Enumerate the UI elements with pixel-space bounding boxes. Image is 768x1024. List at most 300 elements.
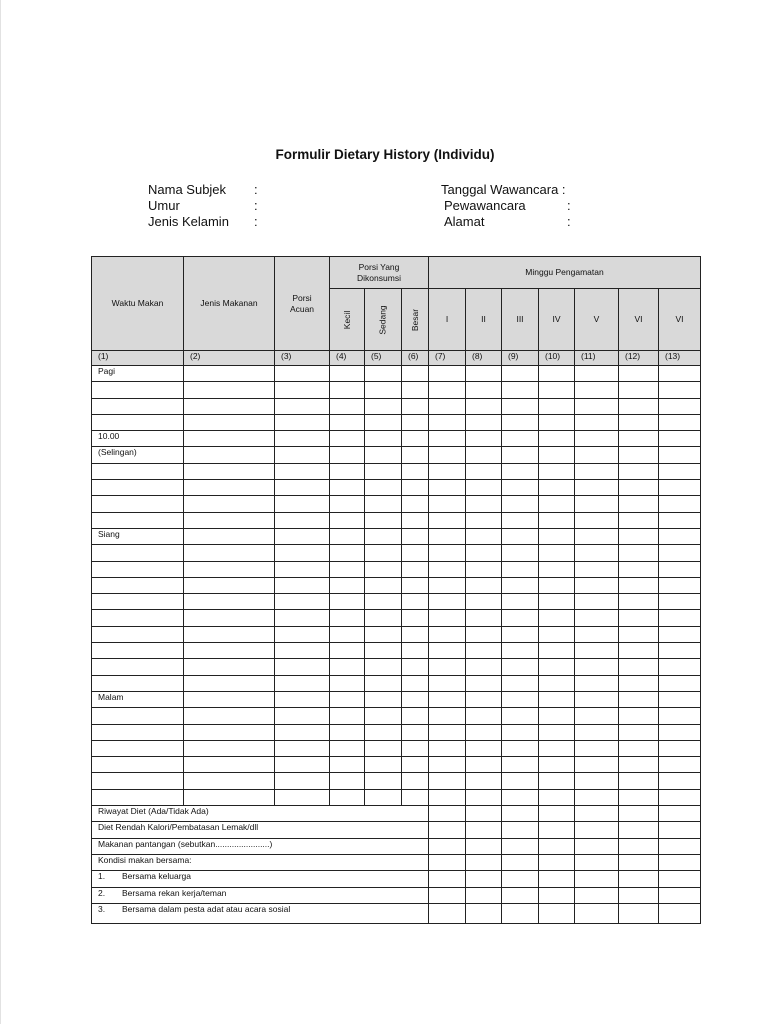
entry-cell — [402, 366, 429, 382]
entry-cell — [429, 838, 466, 854]
entry-cell — [539, 594, 575, 610]
entry-cell — [184, 643, 275, 659]
entry-cell — [539, 789, 575, 805]
entry-cell — [659, 496, 701, 512]
entry-cell — [184, 512, 275, 528]
entry-cell — [619, 757, 659, 773]
entry-cell — [466, 708, 502, 724]
entry-cell — [402, 414, 429, 430]
entry-cell — [365, 675, 402, 691]
entry-cell — [619, 740, 659, 756]
entry-cell — [365, 724, 402, 740]
meal-time-cell: (Selingan) — [92, 447, 184, 463]
entry-cell — [429, 773, 466, 789]
entry-cell — [402, 691, 429, 707]
entry-cell — [184, 659, 275, 675]
entry-cell — [429, 382, 466, 398]
entry-cell — [275, 528, 330, 544]
header-week: I — [429, 289, 466, 351]
entry-cell — [502, 806, 539, 822]
meal-time-cell — [92, 545, 184, 561]
entry-cell — [429, 789, 466, 805]
entry-cell — [502, 871, 539, 887]
entry-cell — [575, 740, 619, 756]
entry-cell — [502, 789, 539, 805]
entry-cell — [539, 382, 575, 398]
entry-cell — [365, 496, 402, 512]
entry-cell — [429, 806, 466, 822]
entry-cell — [402, 675, 429, 691]
entry-cell — [330, 659, 365, 675]
table-row — [92, 545, 701, 561]
header-porsi-acuan: Porsi Acuan — [275, 257, 330, 351]
entry-cell — [429, 545, 466, 561]
table-row — [92, 724, 701, 740]
footer-item-text: Makanan pantangan (sebutkan.......................) — [98, 838, 273, 849]
entry-cell — [402, 740, 429, 756]
entry-cell — [466, 463, 502, 479]
entry-cell — [502, 366, 539, 382]
entry-cell — [539, 398, 575, 414]
meal-time-cell — [92, 659, 184, 675]
entry-cell — [659, 643, 701, 659]
meal-time-cell — [92, 594, 184, 610]
entry-cell — [365, 626, 402, 642]
entry-cell — [659, 561, 701, 577]
entry-cell — [539, 675, 575, 691]
entry-cell — [575, 577, 619, 593]
entry-cell — [429, 463, 466, 479]
entry-cell — [619, 398, 659, 414]
entry-cell — [575, 528, 619, 544]
column-number: (5) — [365, 351, 402, 366]
entry-cell — [365, 757, 402, 773]
header-waktu-makan: Waktu Makan — [92, 257, 184, 351]
entry-cell — [575, 545, 619, 561]
entry-cell — [619, 447, 659, 463]
entry-cell — [539, 512, 575, 528]
meal-time-cell — [92, 724, 184, 740]
column-number: (9) — [502, 351, 539, 366]
entry-cell — [429, 724, 466, 740]
entry-cell — [365, 708, 402, 724]
footer-row — [92, 871, 701, 887]
entry-cell — [659, 708, 701, 724]
entry-cell — [330, 724, 365, 740]
entry-cell — [575, 838, 619, 854]
table-row — [92, 659, 701, 675]
entry-cell — [575, 382, 619, 398]
entry-cell — [330, 610, 365, 626]
entry-cell — [275, 708, 330, 724]
entry-cell — [466, 659, 502, 675]
footer-row — [92, 903, 701, 923]
entry-cell — [539, 854, 575, 870]
entry-cell — [619, 708, 659, 724]
entry-cell — [575, 610, 619, 626]
entry-cell — [502, 382, 539, 398]
entry-cell — [502, 659, 539, 675]
header-week: II — [466, 289, 502, 351]
entry-cell — [466, 903, 502, 923]
entry-cell — [502, 545, 539, 561]
meal-time-cell — [92, 512, 184, 528]
field-sep: : — [254, 198, 258, 213]
column-number-row — [92, 351, 701, 366]
table-row — [92, 414, 701, 430]
entry-cell — [659, 480, 701, 496]
entry-cell — [429, 708, 466, 724]
entry-cell — [502, 594, 539, 610]
field-sep: : — [567, 214, 571, 229]
footer-item-number: 1. — [98, 871, 106, 882]
meal-time-cell — [92, 643, 184, 659]
entry-cell — [575, 757, 619, 773]
entry-cell — [330, 414, 365, 430]
entry-cell — [365, 480, 402, 496]
header-minggu-pengamatan: Minggu Pengamatan — [429, 257, 701, 289]
entry-cell — [365, 431, 402, 447]
field-sep: : — [254, 214, 258, 229]
entry-cell — [402, 708, 429, 724]
meal-time-cell — [92, 561, 184, 577]
table-row — [92, 463, 701, 479]
entry-cell — [184, 366, 275, 382]
entry-cell — [429, 447, 466, 463]
entry-cell — [466, 887, 502, 903]
entry-cell — [659, 887, 701, 903]
entry-cell — [466, 822, 502, 838]
entry-cell — [275, 789, 330, 805]
entry-cell — [619, 577, 659, 593]
table-row — [92, 577, 701, 593]
entry-cell — [619, 561, 659, 577]
entry-cell — [466, 447, 502, 463]
entry-cell — [365, 382, 402, 398]
entry-cell — [502, 740, 539, 756]
entry-cell — [330, 366, 365, 382]
footer-item-text: Kondisi makan bersama: — [98, 854, 192, 865]
column-number: (7) — [429, 351, 466, 366]
entry-cell — [184, 431, 275, 447]
form-title: Formulir Dietary History (Individu) — [275, 147, 495, 162]
field-label-alamat: Alamat — [444, 214, 485, 229]
entry-cell — [575, 724, 619, 740]
dietary-history-table — [91, 256, 701, 924]
footer-item-text: Diet Rendah Kalori/Pembatasan Lemak/dll — [98, 822, 259, 833]
entry-cell — [659, 382, 701, 398]
table-row — [92, 594, 701, 610]
entry-cell — [466, 398, 502, 414]
entry-cell — [619, 806, 659, 822]
entry-cell — [466, 577, 502, 593]
entry-cell — [659, 463, 701, 479]
entry-cell — [575, 854, 619, 870]
table-row — [92, 480, 701, 496]
entry-cell — [575, 773, 619, 789]
table-row — [92, 789, 701, 805]
entry-cell — [619, 691, 659, 707]
entry-cell — [539, 871, 575, 887]
entry-cell — [575, 643, 619, 659]
entry-cell — [539, 577, 575, 593]
entry-cell — [659, 854, 701, 870]
entry-cell — [502, 480, 539, 496]
entry-cell — [184, 382, 275, 398]
entry-cell — [659, 659, 701, 675]
entry-cell — [539, 708, 575, 724]
entry-cell — [466, 496, 502, 512]
column-number: (12) — [619, 351, 659, 366]
entry-cell — [539, 724, 575, 740]
table-row — [92, 431, 701, 447]
entry-cell — [619, 463, 659, 479]
meal-time-cell — [92, 789, 184, 805]
entry-cell — [184, 757, 275, 773]
entry-cell — [659, 366, 701, 382]
entry-cell — [330, 577, 365, 593]
entry-cell — [502, 643, 539, 659]
table-row — [92, 773, 701, 789]
entry-cell — [330, 789, 365, 805]
entry-cell — [429, 675, 466, 691]
entry-cell — [330, 496, 365, 512]
entry-cell — [429, 871, 466, 887]
entry-cell — [539, 806, 575, 822]
entry-cell — [502, 773, 539, 789]
entry-cell — [275, 382, 330, 398]
entry-cell — [184, 561, 275, 577]
entry-cell — [466, 789, 502, 805]
entry-cell — [466, 545, 502, 561]
entry-cell — [402, 643, 429, 659]
entry-cell — [275, 496, 330, 512]
table-row — [92, 382, 701, 398]
entry-cell — [539, 528, 575, 544]
entry-cell — [466, 610, 502, 626]
meal-time-cell — [92, 626, 184, 642]
entry-cell — [466, 773, 502, 789]
entry-cell — [184, 691, 275, 707]
entry-cell — [539, 659, 575, 675]
entry-cell — [575, 366, 619, 382]
entry-cell — [619, 903, 659, 923]
column-number: (6) — [402, 351, 429, 366]
meal-time-cell — [92, 382, 184, 398]
entry-cell — [330, 545, 365, 561]
entry-cell — [184, 496, 275, 512]
entry-cell — [502, 528, 539, 544]
entry-cell — [502, 577, 539, 593]
entry-cell — [619, 724, 659, 740]
entry-cell — [575, 561, 619, 577]
entry-cell — [330, 447, 365, 463]
entry-cell — [466, 414, 502, 430]
entry-cell — [184, 740, 275, 756]
entry-cell — [275, 757, 330, 773]
entry-cell — [502, 414, 539, 430]
entry-cell — [502, 610, 539, 626]
entry-cell — [575, 789, 619, 805]
entry-cell — [429, 659, 466, 675]
entry-cell — [502, 757, 539, 773]
entry-cell — [402, 561, 429, 577]
entry-cell — [275, 724, 330, 740]
entry-cell — [619, 528, 659, 544]
entry-cell — [619, 659, 659, 675]
entry-cell — [330, 431, 365, 447]
footer-item-text: Riwayat Diet (Ada/Tidak Ada) — [98, 806, 209, 817]
entry-cell — [575, 512, 619, 528]
entry-cell — [330, 675, 365, 691]
entry-cell — [184, 594, 275, 610]
entry-cell — [619, 545, 659, 561]
entry-cell — [402, 528, 429, 544]
entry-cell — [429, 757, 466, 773]
entry-cell — [402, 496, 429, 512]
entry-cell — [619, 854, 659, 870]
entry-cell — [575, 903, 619, 923]
entry-cell — [330, 561, 365, 577]
entry-cell — [619, 887, 659, 903]
entry-cell — [365, 512, 402, 528]
footer-label — [92, 903, 429, 923]
footer-label — [92, 871, 429, 887]
entry-cell — [502, 854, 539, 870]
entry-cell — [539, 822, 575, 838]
entry-cell — [539, 414, 575, 430]
meal-time-cell — [92, 757, 184, 773]
field-label-tanggal-wawancara: Tanggal Wawancara : — [441, 182, 566, 197]
entry-cell — [365, 561, 402, 577]
entry-cell — [466, 382, 502, 398]
entry-cell — [429, 480, 466, 496]
entry-cell — [659, 806, 701, 822]
entry-cell — [539, 887, 575, 903]
entry-cell — [330, 691, 365, 707]
footer-label — [92, 822, 429, 838]
entry-cell — [502, 838, 539, 854]
footer-row — [92, 838, 701, 854]
entry-cell — [365, 463, 402, 479]
entry-cell — [502, 512, 539, 528]
entry-cell — [365, 577, 402, 593]
entry-cell — [502, 675, 539, 691]
entry-cell — [402, 577, 429, 593]
entry-cell — [659, 789, 701, 805]
entry-cell — [539, 838, 575, 854]
entry-cell — [575, 447, 619, 463]
entry-cell — [502, 626, 539, 642]
entry-cell — [365, 366, 402, 382]
entry-cell — [402, 431, 429, 447]
entry-cell — [466, 675, 502, 691]
entry-cell — [402, 773, 429, 789]
entry-cell — [184, 414, 275, 430]
footer-label — [92, 887, 429, 903]
entry-cell — [539, 773, 575, 789]
field-sep: : — [254, 182, 258, 197]
entry-cell — [402, 398, 429, 414]
header-week: V — [575, 289, 619, 351]
entry-cell — [619, 414, 659, 430]
footer-item-text: Bersama keluarga — [122, 871, 191, 882]
entry-cell — [184, 708, 275, 724]
meal-time-cell — [92, 496, 184, 512]
entry-cell — [429, 610, 466, 626]
meal-time-cell — [92, 398, 184, 414]
entry-cell — [275, 577, 330, 593]
entry-cell — [184, 528, 275, 544]
entry-cell — [330, 740, 365, 756]
entry-cell — [402, 480, 429, 496]
entry-cell — [429, 822, 466, 838]
table-row — [92, 691, 701, 707]
entry-cell — [429, 887, 466, 903]
entry-cell — [365, 789, 402, 805]
entry-cell — [539, 463, 575, 479]
entry-cell — [502, 691, 539, 707]
table-row — [92, 708, 701, 724]
entry-cell — [659, 398, 701, 414]
meal-time-cell: 10.00 — [92, 431, 184, 447]
entry-cell — [466, 871, 502, 887]
entry-cell — [502, 431, 539, 447]
entry-cell — [402, 626, 429, 642]
entry-cell — [330, 512, 365, 528]
entry-cell — [365, 643, 402, 659]
entry-cell — [275, 610, 330, 626]
entry-cell — [619, 789, 659, 805]
footer-item-text: Bersama rekan kerja/teman — [122, 887, 227, 898]
entry-cell — [275, 398, 330, 414]
entry-cell — [365, 594, 402, 610]
entry-cell — [365, 398, 402, 414]
entry-cell — [184, 463, 275, 479]
entry-cell — [402, 463, 429, 479]
entry-cell — [275, 561, 330, 577]
entry-cell — [575, 626, 619, 642]
entry-cell — [659, 545, 701, 561]
header-jenis-makanan: Jenis Makanan — [184, 257, 275, 351]
entry-cell — [184, 724, 275, 740]
entry-cell — [502, 903, 539, 923]
entry-cell — [330, 643, 365, 659]
entry-cell — [429, 854, 466, 870]
header-sedang: Sedang — [365, 289, 402, 351]
table-row — [92, 740, 701, 756]
entry-cell — [429, 594, 466, 610]
entry-cell — [575, 414, 619, 430]
entry-cell — [575, 463, 619, 479]
entry-cell — [659, 528, 701, 544]
footer-item-text: Bersama dalam pesta adat atau acara sosial — [122, 903, 291, 914]
header-week: IV — [539, 289, 575, 351]
meal-time-cell — [92, 610, 184, 626]
table-row — [92, 528, 701, 544]
entry-cell — [659, 447, 701, 463]
entry-cell — [575, 806, 619, 822]
entry-cell — [275, 594, 330, 610]
meal-time-cell — [92, 675, 184, 691]
entry-cell — [184, 398, 275, 414]
entry-cell — [275, 773, 330, 789]
entry-cell — [659, 626, 701, 642]
entry-cell — [330, 463, 365, 479]
column-number: (4) — [330, 351, 365, 366]
entry-cell — [466, 757, 502, 773]
entry-cell — [466, 512, 502, 528]
